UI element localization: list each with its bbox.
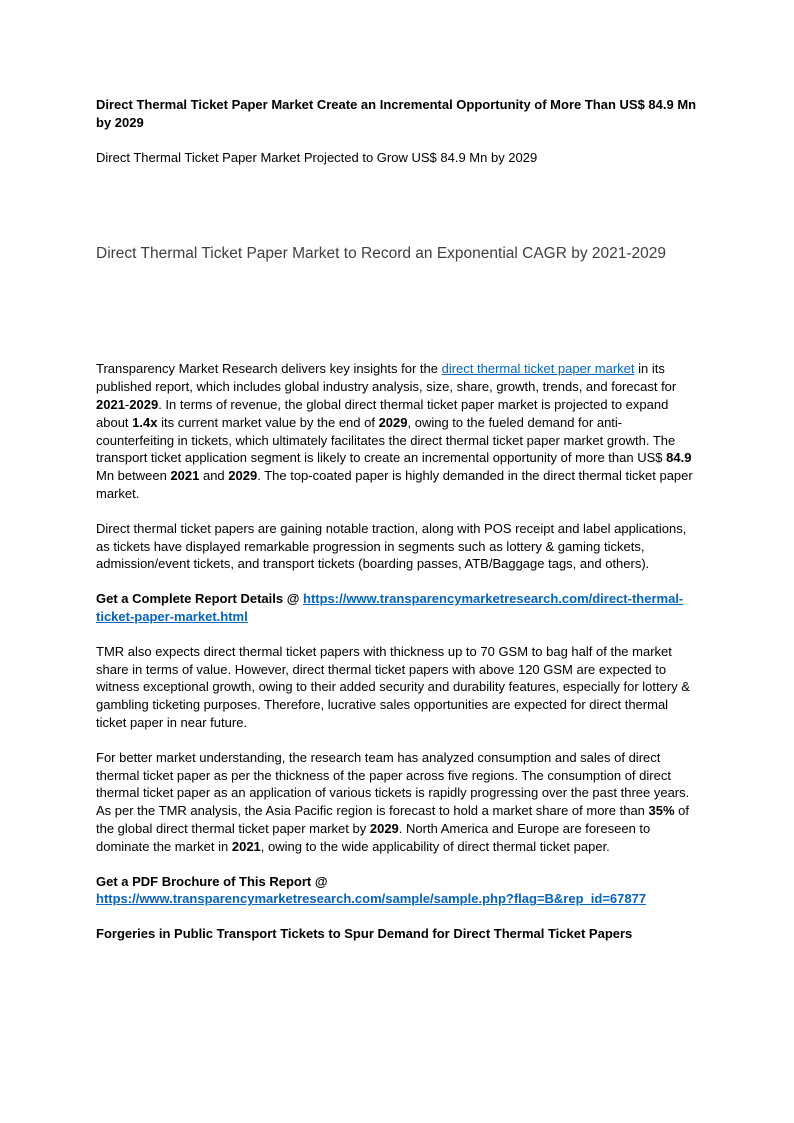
report-link[interactable]: https://www.transparencymarketresearch.com/direct-thermal-ticket-paper-market.html	[96, 591, 684, 624]
document-title: Direct Thermal Ticket Paper Market Create an Incremental Opportunity of More Than US$ 84.9 Mn by 2029	[96, 97, 697, 130]
document-page	[96, 96, 700, 943]
regions-paragraph: For better market understanding, the research team has analyzed consumption and sales of direct thermal ticket paper as per the thickness of the paper across five regions. The consumption of direct thermal ticket paper as an application of various tickets is rapidly progressing over the past three years. As per the TMR analysis, the Asia Pacific region is forecast to hold a market share of more than 35% of the global direct thermal ticket paper market by 2029. North America and Europe are foreseen to dominate the market in 2021, owing to the wide applicability of direct thermal ticket paper.	[96, 749, 690, 854]
brochure-line: Get a PDF Brochure of This Report @ https://www.transparencymarketresearch.com/sample/sample.php?flag=B&rep_id=67877	[96, 873, 647, 907]
section-heading: Forgeries in Public Transport Tickets to Spur Demand for Direct Thermal Ticket Papers	[96, 926, 633, 942]
report-details-line: Get a Complete Report Details @ https://www.transparencymarketresearch.com/direct-thermal-ticket-paper-market.html	[96, 591, 684, 624]
document-subtitle: Direct Thermal Ticket Paper Market Projected to Grow US$ 84.9 Mn by 2029	[96, 149, 538, 165]
brochure-link[interactable]: https://www.transparencymarketresearch.com/sample/sample.php?flag=B&rep_id=67877	[96, 891, 647, 907]
thickness-paragraph: TMR also expects direct thermal ticket papers with thickness up to 70 GSM to bag half of the market share in terms of value. However, direct thermal ticket papers with above 120 GSM are expected to witness exceptional growth, owing to their added security and durability features, especially for lottery & gambling ticketing purposes. Therefore, lucrative sales opportunities are expected for direct thermal ticket paper in near future.	[96, 643, 690, 730]
market-link[interactable]: direct thermal ticket paper market	[441, 361, 635, 377]
intro-paragraph: Transparency Market Research delivers key insights for the direct thermal ticket paper market in its published report, which includes global industry analysis, size, share, growth, trends, and forecast for 2021-2029. In terms of revenue, the global direct thermal ticket paper market is projected to expand about 1.4x its current market value by the end of 2029, owing to the fueled demand for anti-counterfeiting in tickets, which ultimately facilitates the direct thermal ticket paper market growth. The transport ticket application segment is likely to create an incremental opportunity of more than US$ 84.9 Mn between 2021 and 2029. The top-coated paper is highly demanded in the direct thermal ticket paper market.	[96, 361, 693, 501]
headline: Direct Thermal Ticket Paper Market to Record an Exponential CAGR by 2021-2029	[96, 245, 667, 263]
traction-paragraph: Direct thermal ticket papers are gaining notable traction, along with POS receipt and label applications, as tickets have displayed remarkable progression in segments such as lottery & gaming tickets, admission/event tickets, and transport tickets (boarding passes, ATB/Baggage tags, and others).	[96, 520, 687, 572]
